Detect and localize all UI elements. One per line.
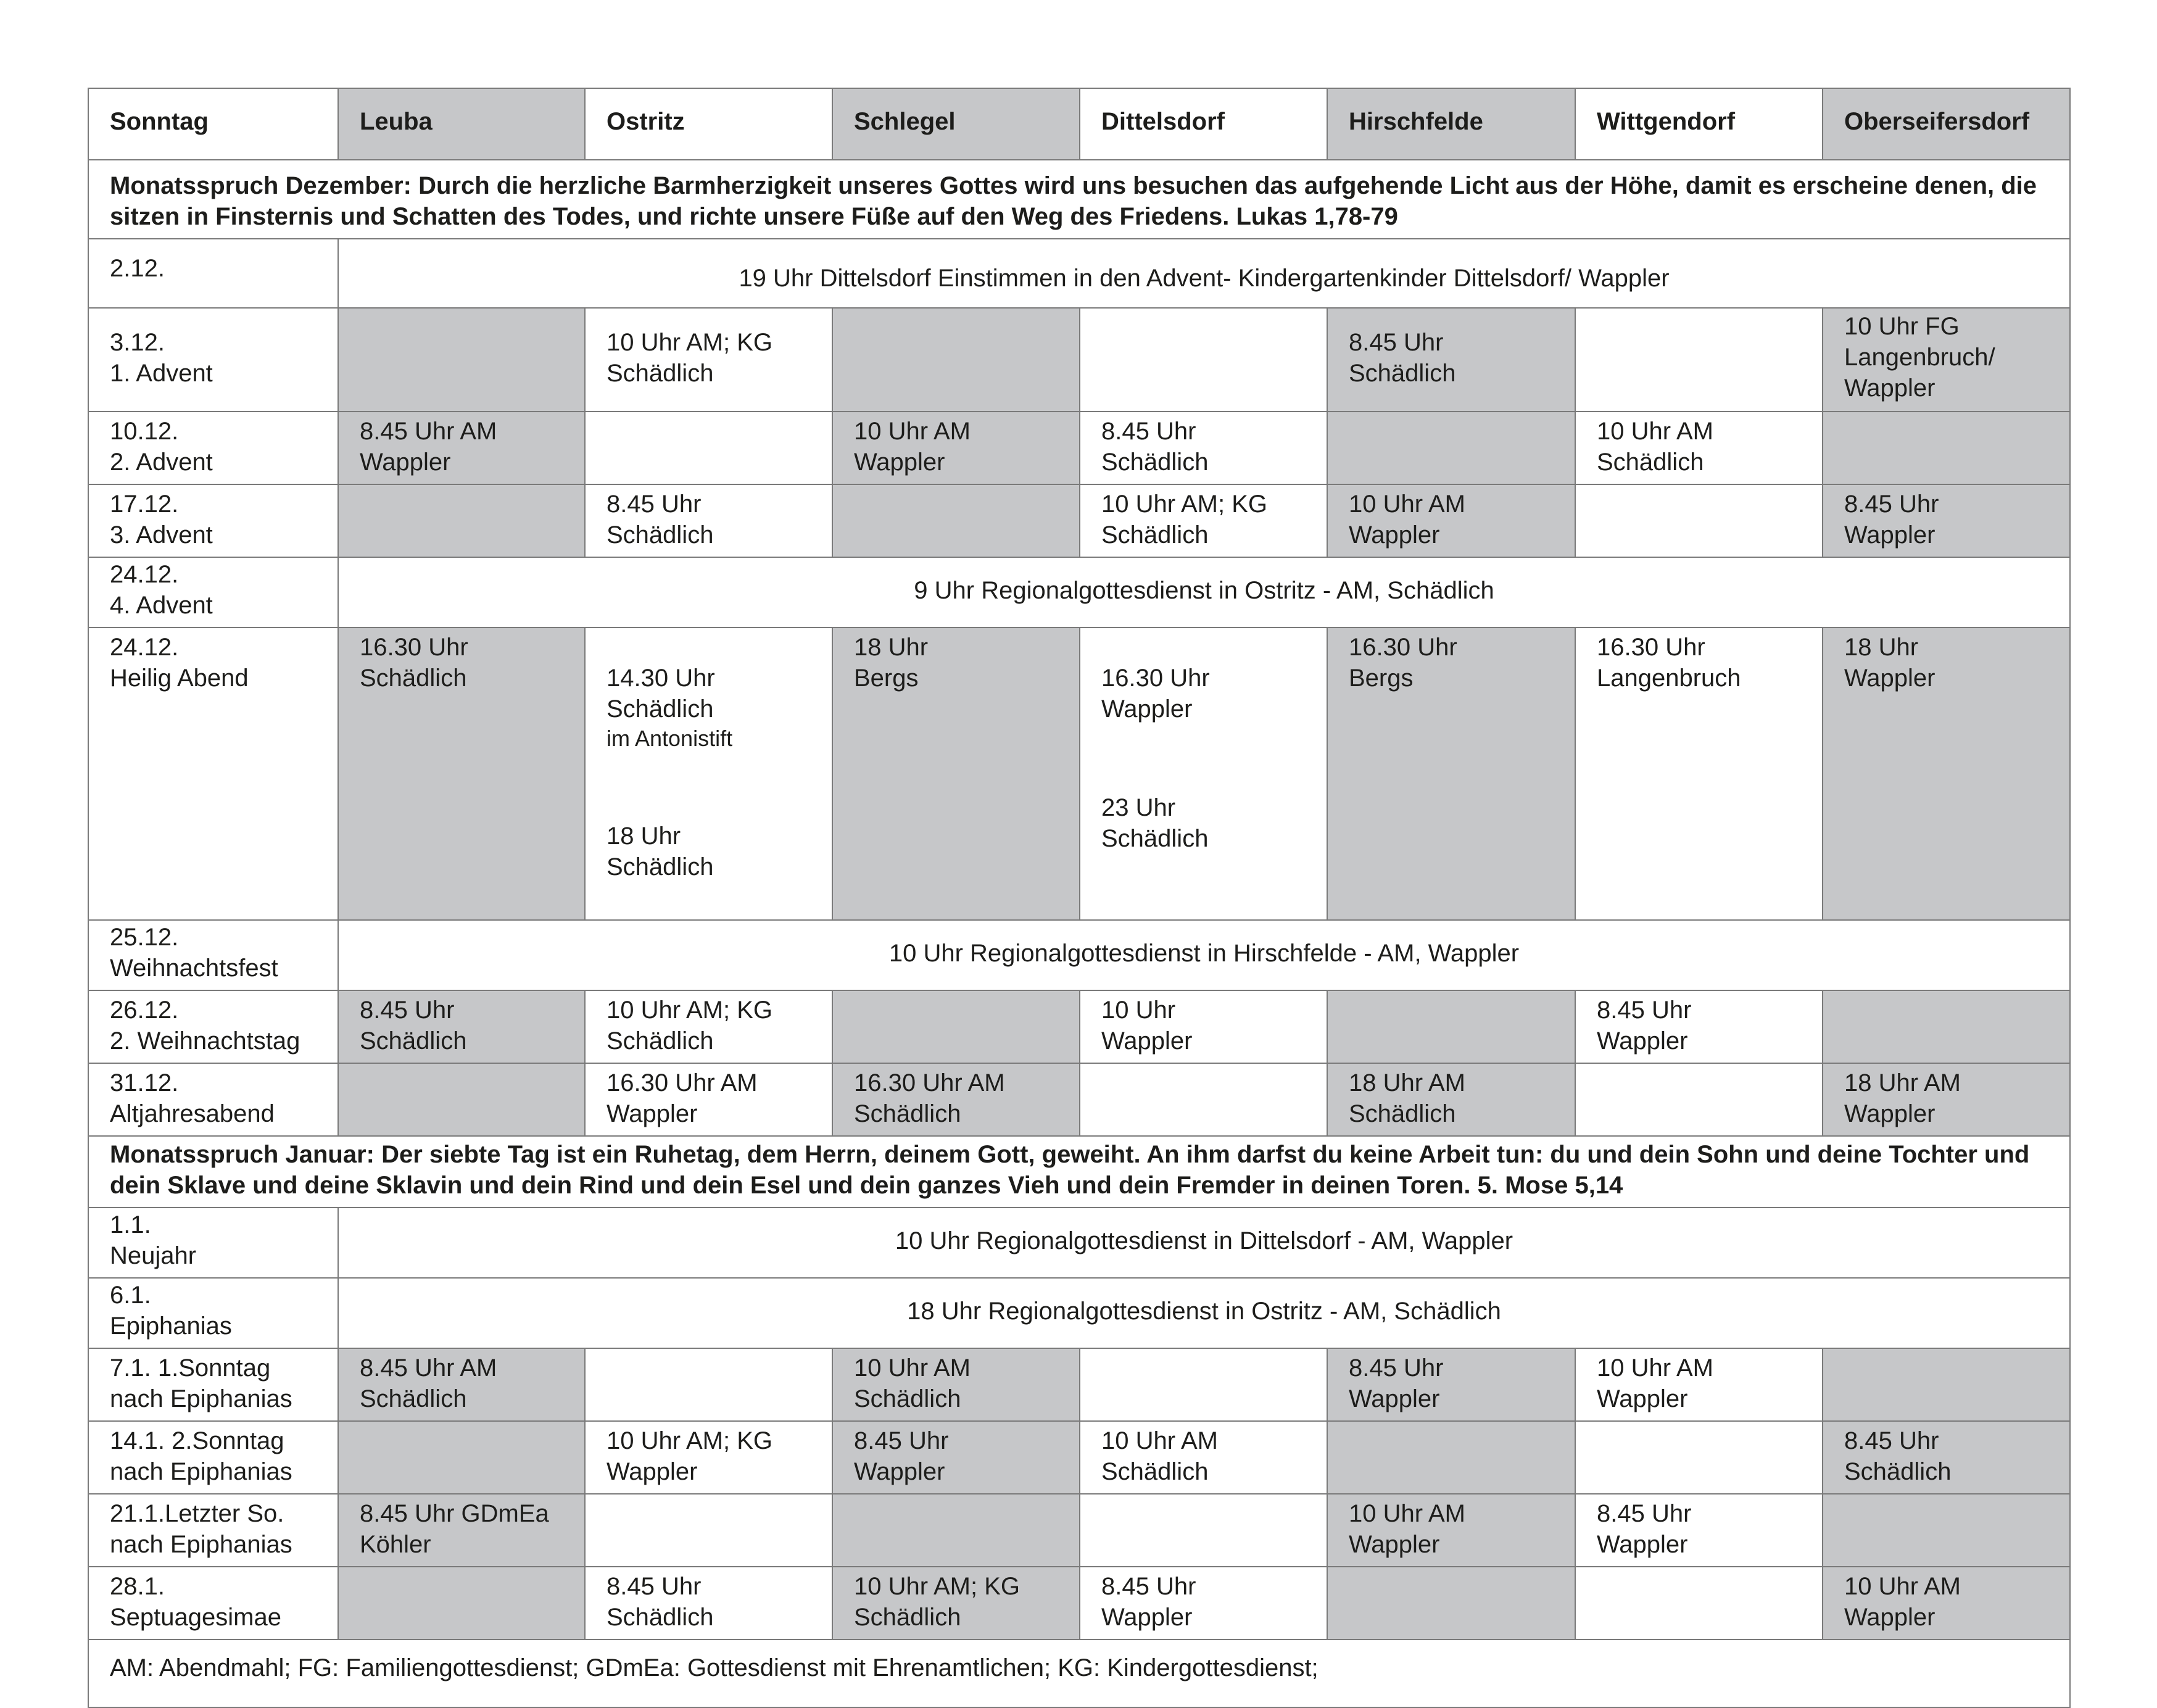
header-sonntag: Sonntag [88, 88, 338, 160]
cell-schlegel: 10 Uhr AM; KG Schädlich [832, 1567, 1080, 1640]
table-row [88, 1208, 2070, 1278]
cell-leuba: 8.45 Uhr Schädlich [338, 990, 585, 1063]
cell-oberseifersdorf: 18 Uhr AM Wappler [1823, 1063, 2070, 1136]
cell-wittgendorf [1575, 1421, 1823, 1494]
cell-dittelsdorf: 10 Uhr Wappler [1080, 990, 1327, 1063]
date-cell: 1.1. Neujahr [88, 1208, 338, 1278]
service-entry: 16.30 Uhr Wappler [1101, 665, 1210, 723]
date-cell: 14.1. 2.Sonntag nach Epiphanias [88, 1421, 338, 1494]
date-cell: 31.12. Altjahresabend [88, 1063, 338, 1136]
date-cell: 6.1. Epiphanias [88, 1278, 338, 1348]
cell-schlegel: 8.45 Uhr Wappler [832, 1421, 1080, 1494]
cell-wittgendorf: 16.30 Uhr Langenbruch [1575, 628, 1823, 920]
motto-row-december [88, 160, 2070, 239]
header-hirschfelde: Hirschfelde [1327, 88, 1575, 160]
cell-dittelsdorf: 8.45 Uhr Wappler [1080, 1567, 1327, 1640]
spacer [1101, 755, 1306, 761]
motto-row-january [88, 1136, 2070, 1208]
regional-service-cell: 9 Uhr Regionalgottesdienst in Ostritz - AM, Schädlich [338, 557, 2070, 628]
cell-leuba [338, 1567, 585, 1640]
cell-ostritz [585, 1494, 832, 1567]
cell-ostritz [585, 412, 832, 484]
header-ostritz: Ostritz [585, 88, 832, 160]
cell-oberseifersdorf: 8.45 Uhr Schädlich [1823, 1421, 2070, 1494]
date-cell: 2.12. [88, 239, 338, 308]
cell-dittelsdorf [1080, 1494, 1327, 1567]
table-row [88, 308, 2070, 412]
date-cell: 17.12. 3. Advent [88, 484, 338, 557]
cell-hirschfelde [1327, 990, 1575, 1063]
cell-hirschfelde: 18 Uhr AM Schädlich [1327, 1063, 1575, 1136]
cell-leuba [338, 1063, 585, 1136]
table-row [88, 1348, 2070, 1421]
cell-ostritz: 10 Uhr AM; KG Schädlich [585, 308, 832, 412]
table-row [88, 1063, 2070, 1136]
cell-hirschfelde [1327, 1567, 1575, 1640]
cell-dittelsdorf [1080, 308, 1327, 412]
date-cell: 26.12. 2. Weihnachtstag [88, 990, 338, 1063]
service-entry: 23 Uhr Schädlich [1101, 794, 1209, 852]
table-row [88, 1278, 2070, 1348]
cell-wittgendorf: 8.45 Uhr Wappler [1575, 1494, 1823, 1567]
cell-ostritz: 10 Uhr AM; KG Schädlich [585, 990, 832, 1063]
table-row [88, 920, 2070, 990]
date-cell: 24.12. 4. Advent [88, 557, 338, 628]
cell-oberseifersdorf [1823, 412, 2070, 484]
cell-wittgendorf [1575, 308, 1823, 412]
cell-hirschfelde [1327, 1421, 1575, 1494]
cell-wittgendorf [1575, 1567, 1823, 1640]
date-cell: 28.1. Septuagesimae [88, 1567, 338, 1640]
header-oberseifersdorf: Oberseifersdorf [1823, 88, 2070, 160]
cell-ostritz: 10 Uhr AM; KG Wappler [585, 1421, 832, 1494]
table-row [88, 628, 2070, 920]
cell-hirschfelde [1327, 412, 1575, 484]
cell-leuba [338, 484, 585, 557]
table-row [88, 484, 2070, 557]
cell-leuba: 8.45 Uhr GDmEa Köhler [338, 1494, 585, 1567]
header-wittgendorf: Wittgendorf [1575, 88, 1823, 160]
date-cell: 3.12. 1. Advent [88, 308, 338, 412]
cell-wittgendorf: 10 Uhr AM Schädlich [1575, 412, 1823, 484]
cell-leuba [338, 1421, 585, 1494]
table-row [88, 239, 2070, 308]
cell-schlegel: 18 Uhr Bergs [832, 628, 1080, 920]
cell-hirschfelde: 8.45 Uhr Wappler [1327, 1348, 1575, 1421]
cell-oberseifersdorf: 10 Uhr FG Langenbruch/ Wappler [1823, 308, 2070, 412]
cell-leuba: 8.45 Uhr AM Wappler [338, 412, 585, 484]
monatsspruch-januar: Monatsspruch Januar: Der siebte Tag ist ein Ruhetag, dem Herrn, deinem Gott, geweiht. An ihm darfst du keine Arbeit tun: du und dein Sohn und deine Tochter und dein Sklave und deine Sklavin und dein Rind und dein Esel und dein ganzes Vieh und dein Fremder in deinen Toren. 5. Mose 5,14 [88, 1136, 2070, 1208]
service-entry: 18 Uhr Schädlich [607, 823, 714, 881]
cell-schlegel [832, 484, 1080, 557]
cell-leuba: 16.30 Uhr Schädlich [338, 628, 585, 920]
cell-ostritz: 8.45 Uhr Schädlich [585, 1567, 832, 1640]
table-row [88, 412, 2070, 484]
cell-hirschfelde: 10 Uhr AM Wappler [1327, 1494, 1575, 1567]
header-schlegel: Schlegel [832, 88, 1080, 160]
regional-service-cell: 10 Uhr Regionalgottesdienst in Hirschfelde - AM, Wappler [338, 920, 2070, 990]
regional-service-cell: 10 Uhr Regionalgottesdienst in Dittelsdorf - AM, Wappler [338, 1208, 2070, 1278]
cell-leuba [338, 308, 585, 412]
cell-hirschfelde: 8.45 Uhr Schädlich [1327, 308, 1575, 412]
table-row [88, 1494, 2070, 1567]
cell-oberseifersdorf: 18 Uhr Wappler [1823, 628, 2070, 920]
cell-dittelsdorf [1080, 628, 1327, 920]
table-row [88, 1567, 2070, 1640]
cell-dittelsdorf: 8.45 Uhr Schädlich [1080, 412, 1327, 484]
regional-service-cell: 19 Uhr Dittelsdorf Einstimmen in den Advent- Kindergartenkinder Dittelsdorf/ Wappler [338, 239, 2070, 308]
table-row [88, 990, 2070, 1063]
legend-row [88, 1640, 2070, 1707]
cell-dittelsdorf [1080, 1348, 1327, 1421]
cell-oberseifersdorf: 10 Uhr AM Wappler [1823, 1567, 2070, 1640]
date-cell: 7.1. 1.Sonntag nach Epiphanias [88, 1348, 338, 1421]
cell-dittelsdorf: 10 Uhr AM Schädlich [1080, 1421, 1327, 1494]
table-row [88, 1421, 2070, 1494]
header-row [88, 88, 2070, 160]
spacer [607, 784, 811, 790]
cell-hirschfelde: 16.30 Uhr Bergs [1327, 628, 1575, 920]
date-cell: 24.12. Heilig Abend [88, 628, 338, 920]
cell-oberseifersdorf [1823, 1348, 2070, 1421]
cell-schlegel: 10 Uhr AM Schädlich [832, 1348, 1080, 1421]
table-row [88, 557, 2070, 628]
cell-wittgendorf: 8.45 Uhr Wappler [1575, 990, 1823, 1063]
cell-leuba: 8.45 Uhr AM Schädlich [338, 1348, 585, 1421]
monatsspruch-dezember: Monatsspruch Dezember: Durch die herzliche Barmherzigkeit unseres Gottes wird uns besuchen das aufgehende Licht aus der Höhe, damit es erscheine denen, die sitzen in Finsternis und Schatten des Todes, und richte unsere Füße auf den Weg des Friedens. Lukas 1,78-79 [88, 160, 2070, 239]
cell-ostritz [585, 628, 832, 920]
cell-wittgendorf [1575, 484, 1823, 557]
cell-schlegel: 16.30 Uhr AM Schädlich [832, 1063, 1080, 1136]
cell-schlegel [832, 1494, 1080, 1567]
date-cell: 10.12. 2. Advent [88, 412, 338, 484]
service-entry: 14.30 Uhr Schädlich [607, 665, 715, 723]
date-cell: 21.1.Letzter So. nach Epiphanias [88, 1494, 338, 1567]
cell-schlegel: 10 Uhr AM Wappler [832, 412, 1080, 484]
cell-wittgendorf [1575, 1063, 1823, 1136]
cell-ostritz [585, 1348, 832, 1421]
header-dittelsdorf: Dittelsdorf [1080, 88, 1327, 160]
cell-schlegel [832, 308, 1080, 412]
cell-oberseifersdorf [1823, 990, 2070, 1063]
regional-service-cell: 18 Uhr Regionalgottesdienst in Ostritz - AM, Schädlich [338, 1278, 2070, 1348]
service-location-note: im Antonistift [607, 726, 733, 751]
cell-oberseifersdorf [1823, 1494, 2070, 1567]
cell-hirschfelde: 10 Uhr AM Wappler [1327, 484, 1575, 557]
service-schedule-table [88, 88, 2071, 1708]
cell-dittelsdorf [1080, 1063, 1327, 1136]
cell-ostritz: 8.45 Uhr Schädlich [585, 484, 832, 557]
header-leuba: Leuba [338, 88, 585, 160]
cell-schlegel [832, 990, 1080, 1063]
date-cell: 25.12. Weihnachtsfest [88, 920, 338, 990]
cell-ostritz: 16.30 Uhr AM Wappler [585, 1063, 832, 1136]
cell-dittelsdorf: 10 Uhr AM; KG Schädlich [1080, 484, 1327, 557]
cell-wittgendorf: 10 Uhr AM Wappler [1575, 1348, 1823, 1421]
abbreviation-legend: AM: Abendmahl; FG: Familiengottesdienst; GDmEa: Gottesdienst mit Ehrenamtlichen; KG: Kindergottesdienst; [88, 1640, 2070, 1707]
cell-oberseifersdorf: 8.45 Uhr Wappler [1823, 484, 2070, 557]
